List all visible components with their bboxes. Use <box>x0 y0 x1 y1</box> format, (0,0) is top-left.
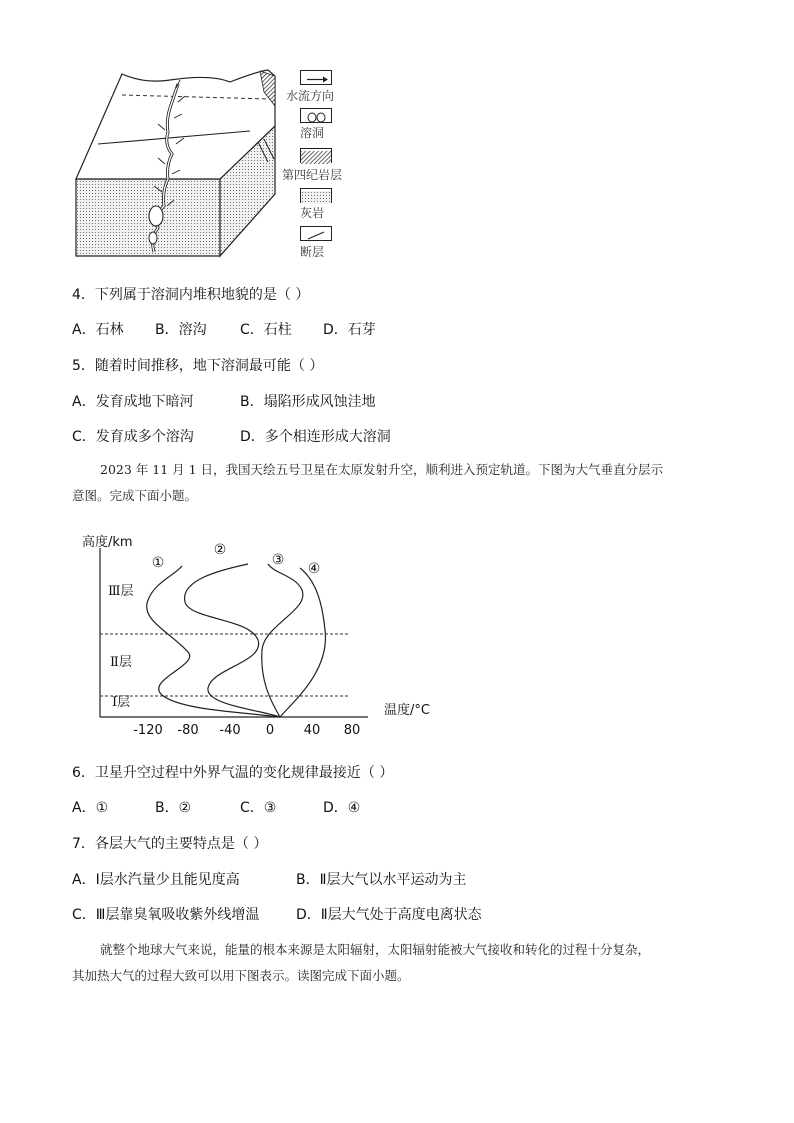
x-tick-label: -120 <box>133 723 163 738</box>
x-tick-label: 40 <box>303 723 321 738</box>
legend-cave-label: 溶洞 <box>300 126 325 140</box>
karst-block-diagram <box>70 66 282 260</box>
question-7-stem: 7．各层大气的主要特点是（ ） <box>72 836 268 852</box>
series-3-line <box>262 564 303 717</box>
q6-option-a: A．① <box>72 800 109 816</box>
series-1-label: ① <box>151 555 165 571</box>
q4-option-c: C．石柱 <box>240 322 292 338</box>
series-3-label: ③ <box>271 552 285 568</box>
q5-option-b: B．塌陷形成风蚀洼地 <box>240 394 376 410</box>
intro-3-line-1: 就整个地球大气来说，能量的根本来源是太阳辐射，太阳辐射能被大气接收和转化的过程十分复杂， <box>100 942 651 957</box>
q5-option-c: C．发育成多个溶沟 <box>72 429 194 445</box>
q6-option-c: C．③ <box>240 800 277 816</box>
question-4-stem: 4．下列属于溶洞内堆积地貌的是（ ） <box>72 287 310 303</box>
series-2-label: ② <box>213 542 227 558</box>
q4-option-a: A．石林 <box>72 322 124 338</box>
fault-icon <box>300 226 332 241</box>
intro-3-line-2: 其加热大气的过程大致可以用下图表示。读图完成下面小题。 <box>72 968 410 983</box>
x-axis-label: 温度/°C <box>384 703 430 718</box>
series-1-line <box>147 566 280 717</box>
q4-option-b: B．溶沟 <box>155 322 207 338</box>
intro-2-line-2: 意图。完成下面小题。 <box>72 488 198 503</box>
front-face <box>76 179 220 256</box>
q7-option-d: D．Ⅱ层大气处于高度电离状态 <box>296 907 482 923</box>
x-tick-label: -40 <box>219 723 241 738</box>
q7-option-a: A．Ⅰ层水汽量少且能见度高 <box>72 872 240 888</box>
layer-label: Ⅲ层 <box>108 584 134 599</box>
legend-limestone-label: 灰岩 <box>300 206 325 220</box>
layer-label: Ⅰ层 <box>112 695 131 710</box>
x-tick-label: -80 <box>177 723 199 738</box>
q4-option-d: D．石芽 <box>323 322 376 338</box>
q6-option-d: D．④ <box>323 800 361 816</box>
dots-icon <box>300 188 332 203</box>
atmosphere-chart <box>90 540 380 740</box>
q6-option-b: B．② <box>155 800 192 816</box>
legend-quaternary-label: 第四纪岩层 <box>282 168 343 182</box>
series-2-line <box>185 564 280 717</box>
question-6-stem: 6．卫星升空过程中外界气温的变化规律最接近（ ） <box>72 765 394 781</box>
series-4-label: ④ <box>307 561 321 577</box>
cave-icon <box>300 108 332 123</box>
hatch-icon <box>300 148 332 163</box>
legend-fault-label: 断层 <box>300 245 325 259</box>
q5-option-d: D．多个相连形成大溶洞 <box>240 429 391 445</box>
q7-option-b: B．Ⅱ层大气以水平运动为主 <box>296 872 467 888</box>
legend-flow-label: 水流方向 <box>286 89 335 103</box>
layer-label: Ⅱ层 <box>110 655 132 670</box>
y-axis-label: 高度/km <box>82 535 133 550</box>
flow-arrow-icon <box>300 70 332 85</box>
x-tick-label: 0 <box>265 723 275 738</box>
q7-option-c: C．Ⅲ层靠臭氧吸收紫外线增温 <box>72 907 260 923</box>
x-tick-label: 80 <box>343 723 361 738</box>
question-5-stem: 5．随着时间推移，地下溶洞最可能（ ） <box>72 358 324 374</box>
block-legend <box>282 66 356 262</box>
q5-option-a: A．发育成地下暗河 <box>72 394 194 410</box>
intro-2-line-1: 2023 年 11 月 1 日，我国天绘五号卫星在太原发射升空，顺利进入预定轨道。下图为大气垂直分层示 <box>100 462 664 477</box>
